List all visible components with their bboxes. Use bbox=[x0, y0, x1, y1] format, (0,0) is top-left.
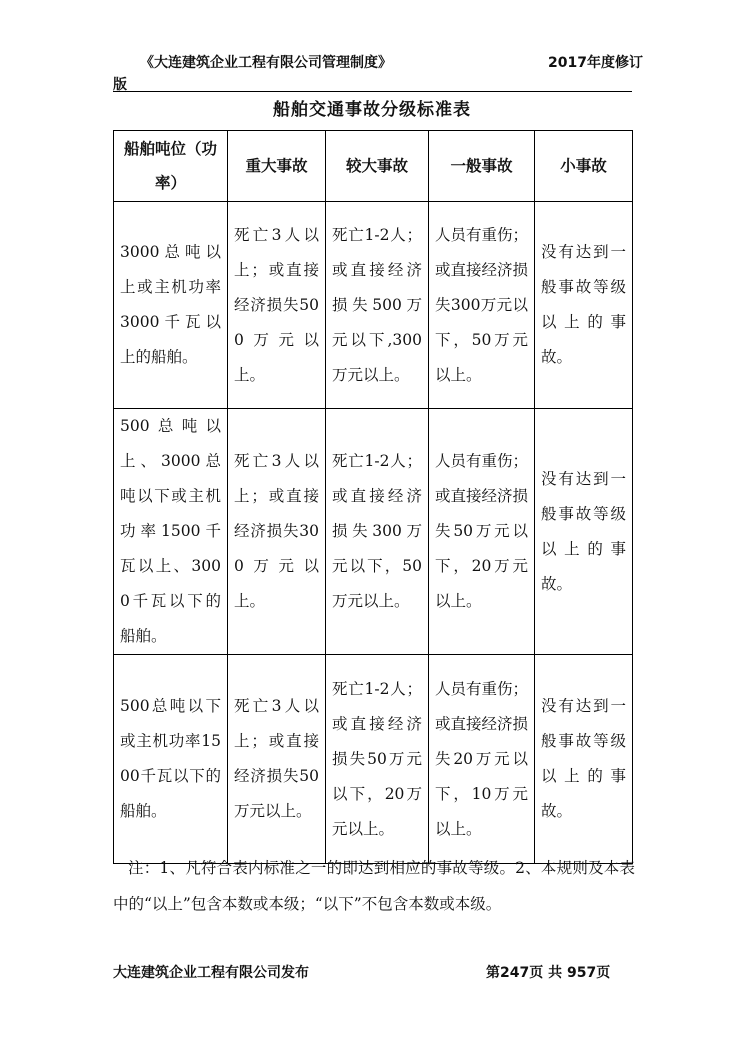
cell-major: 死亡3人以上；或直接经济损失300万元以上。 bbox=[228, 409, 326, 655]
header-minor: 小事故 bbox=[535, 131, 633, 202]
header-document-name: 《大连建筑企业工程有限公司管理制度》 bbox=[140, 55, 392, 71]
cell-general: 人员有重伤；或直接经济损失20万元以下，10万元以上。 bbox=[429, 655, 535, 864]
cell-minor: 没有达到一般事故等级以上的事故。 bbox=[535, 202, 633, 409]
cell-minor: 没有达到一般事故等级以上的事故。 bbox=[535, 655, 633, 864]
accident-grade-table bbox=[113, 130, 633, 864]
cell-general: 人员有重伤；或直接经济损失50万元以下，20万元以上。 bbox=[429, 409, 535, 655]
header-general: 一般事故 bbox=[429, 131, 535, 202]
table-row bbox=[114, 202, 633, 409]
table-row bbox=[114, 409, 633, 655]
header-tonnage: 船舶吨位（功率） bbox=[114, 131, 228, 202]
cell-larger: 死亡1-2人；或直接经济损失300万元以下，50万元以上。 bbox=[326, 409, 429, 655]
cell-tonnage: 500总吨以上、3000总吨以下或主机功率1500千瓦以上、3000千瓦以下的船舶。 bbox=[114, 409, 228, 655]
header-larger: 较大事故 bbox=[326, 131, 429, 202]
cell-major: 死亡3人以上；或直接经济损失500万元以上。 bbox=[228, 202, 326, 409]
page-title: 船舶交通事故分级标准表 bbox=[273, 100, 471, 120]
table-note: 注：1、凡符合表内标准之一的即达到相应的事故等级。2、本规则及本表中的“以上”包含本数或本级；“以下”不包含本数或本级。 bbox=[113, 859, 635, 913]
table-header-row bbox=[114, 131, 633, 202]
header-major: 重大事故 bbox=[228, 131, 326, 202]
cell-larger: 死亡1-2人；或直接经济损失500万元以下,300万元以上。 bbox=[326, 202, 429, 409]
cell-major: 死亡3人以上；或直接经济损失50万元以上。 bbox=[228, 655, 326, 864]
header-revision-wrap: 版 bbox=[113, 77, 127, 93]
header-revision: 2017年度修订 bbox=[548, 55, 643, 71]
cell-tonnage: 500总吨以下或主机功率1500千瓦以下的船舶。 bbox=[114, 655, 228, 864]
header-rule bbox=[113, 91, 632, 92]
footer-page-info: 第247页 共 957页 bbox=[486, 965, 611, 981]
cell-larger: 死亡1-2人；或直接经济损失50万元以下，20万元以上。 bbox=[326, 655, 429, 864]
table-row bbox=[114, 655, 633, 864]
cell-minor: 没有达到一般事故等级以上的事故。 bbox=[535, 409, 633, 655]
cell-general: 人员有重伤；或直接经济损失300万元以下，50万元以上。 bbox=[429, 202, 535, 409]
cell-tonnage: 3000总吨以上或主机功率3000千瓦以上的船舶。 bbox=[114, 202, 228, 409]
footer-publisher: 大连建筑企业工程有限公司发布 bbox=[113, 965, 309, 981]
